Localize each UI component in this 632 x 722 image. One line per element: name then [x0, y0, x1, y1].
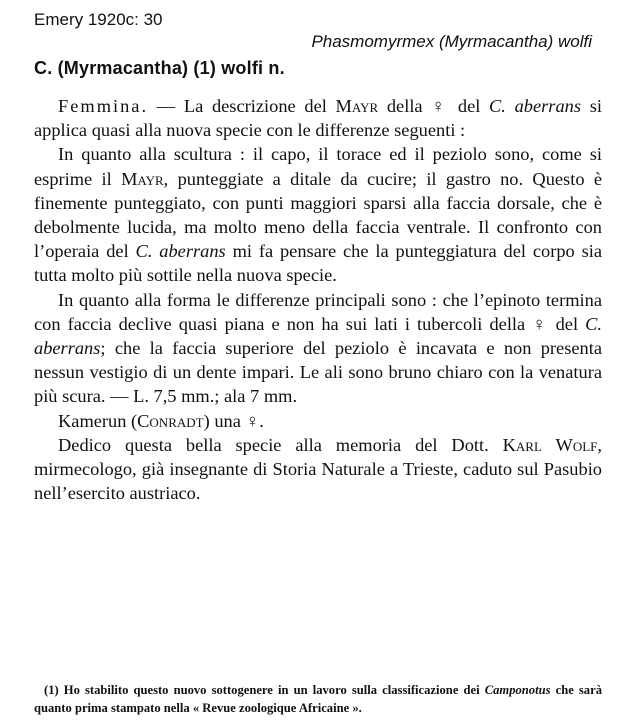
- footnote: [34, 681, 602, 717]
- text-run: ; che la faccia superiore del peziolo è incavata e non presenta nessun vestigio di un dente impari. Le ali sono bruno chiaro con la venatura più scura. — L. 7,5 mm.; ala 7 mm.: [34, 338, 602, 407]
- collector-name: Conradt: [137, 410, 204, 431]
- paragraph-dedication: [34, 433, 602, 506]
- text-run: che sarà quanto prima stampato nella « Revue zoologique Africaine ».: [34, 683, 602, 715]
- genus-name: Camponotus: [484, 683, 551, 697]
- text-run: della ♀ del: [378, 96, 490, 116]
- species-name: C. aberrans: [34, 313, 602, 359]
- text-run: (1) Ho stabilito questo nuovo sottogenere in un lavoro sulla classificazione dei: [44, 683, 485, 697]
- citation-label: Emery 1920c: 30: [34, 10, 163, 29]
- text-run: ) una ♀.: [203, 410, 264, 431]
- paragraph-locality: [34, 409, 602, 433]
- species-heading: C. (Myrmacantha) (1) wolfi n.: [34, 58, 285, 78]
- species-name: C. aberrans: [489, 96, 582, 116]
- footnote-text: [34, 681, 602, 717]
- author-name: Mayr: [335, 96, 379, 116]
- description-text: [34, 94, 602, 505]
- text-run: mi fa pensare che la punteggiatura del corpo sia tutta molto più sottile nella nuova specie.: [34, 241, 602, 286]
- text-run: , mirmecologo, già insegnante di Storia Naturale a Trieste, caduto sul Pasubio nell’esercito austriaco.: [34, 434, 602, 504]
- paragraph-form: [34, 288, 602, 409]
- text-run: Kamerun (: [58, 410, 138, 431]
- female-lead: Femmina.: [58, 96, 149, 116]
- text-run: — La descrizione del: [148, 96, 336, 116]
- paragraph-sculpture: [34, 142, 602, 287]
- species-name: C. aberrans: [135, 241, 226, 262]
- text-run: In quanto alla scultura : il capo, il torace ed il peziolo sono, come si esprime il: [34, 144, 602, 189]
- author-name: Mayr: [121, 168, 164, 189]
- text-run: si applica quasi alla nuova specie con le differenze seguenti :: [34, 96, 602, 141]
- paragraph-female: [34, 94, 602, 142]
- text-run: In quanto alla forma le differenze principali sono : che l’epinoto termina con faccia declive quasi piana e non ha sui lati i tubercoli della ♀ del: [34, 289, 602, 334]
- text-run: Dedico questa bella specie alla memoria del Dott.: [58, 434, 503, 455]
- taxon-label: Phasmomyrmex (Myrmacantha) wolfi: [311, 32, 592, 51]
- text-run: , punteggiate a ditale da cucire; il gastro no. Questo è finemente punteggiato, con punti maggiori sparsi alla faccia dorsale, che è debolmente lucida, ma molto meno della faccia ventrale. Il confronto con l’operaia del: [34, 168, 602, 262]
- dedicatee-name: Karl Wolf: [502, 434, 598, 455]
